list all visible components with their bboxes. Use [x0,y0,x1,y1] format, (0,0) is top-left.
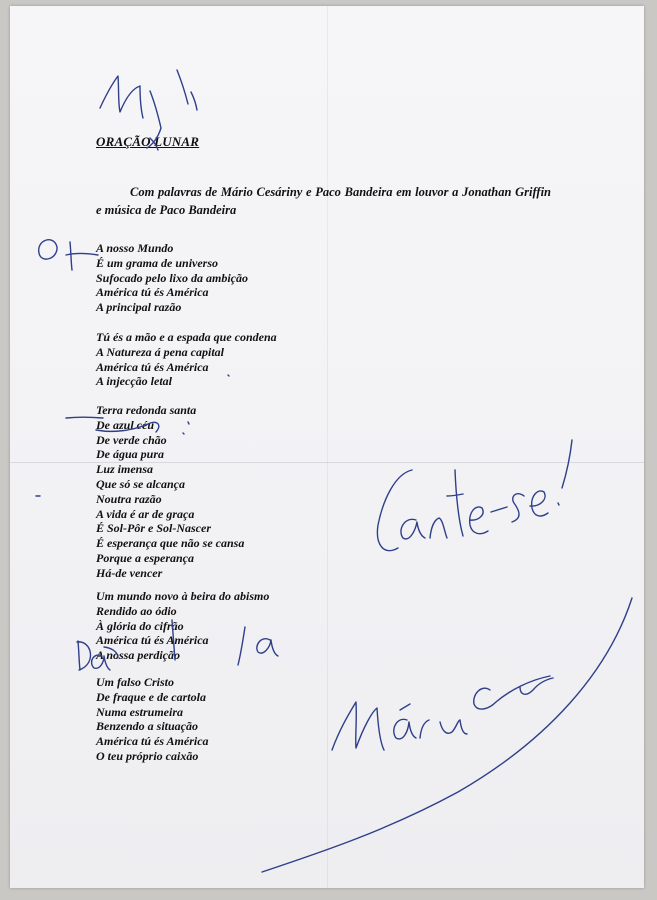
verse-line: A injecção letal [96,374,172,389]
margin-mark-stanza1 [66,242,98,270]
handwritten-cante-se [447,470,463,536]
verse-line: Tú és a mão e a espada que condena [96,330,277,344]
handwritten-cante-se [470,507,488,534]
verse-line: América tú és América [96,285,209,300]
verse-line: De verde chão [96,432,167,447]
poem-subtitle: Com palavras de Mário Cesáriny e Paco Bandeira em louvor a Jonathan Griffin e música de Paco Bandeira [96,185,551,217]
margin-mark-stanza3 [66,417,103,418]
verse-line: Sufocado pelo lixo da ambição [96,270,248,285]
underline-azul-ceu [96,422,159,432]
top-scribble-mark [177,70,197,110]
verse-line: América tú és América [96,359,209,374]
verse-line: De fraque e de cartola [96,689,206,704]
verse-line: América tú és América [96,633,209,648]
ink-dot [183,422,189,434]
verse-line: À glória do cifrão [96,618,184,633]
verse-line: O teu próprio caixão [96,748,199,763]
poem-title: ORAÇÃO LUNAR [96,134,200,149]
signature [520,678,553,694]
handwritten-cante-se [558,440,572,505]
verse-line: É esperança que não se cansa [96,536,245,551]
ink-strokes [36,70,632,872]
verse-line: A nosso Mundo [96,241,174,255]
signature [394,719,416,739]
signature [474,676,550,709]
signature [420,720,429,738]
verse-line: Noutra razão [96,491,162,506]
margin-mark-stanza4 [92,655,110,670]
verse-line: Terra redonda santa [96,403,197,417]
inline-insertion [257,639,278,656]
handwritten-cante-se [491,507,507,512]
verse-line: Rendido ao ódio [96,603,177,618]
handwritten-cante-se [401,519,425,539]
signature-flourish [262,598,632,872]
verse-line: De água pura [96,447,165,462]
top-scribble-mark [147,91,161,148]
verse-line: A vida é ar de graça [96,506,195,521]
signature [332,702,384,750]
margin-mark-stanza4 [104,647,118,658]
signature [400,704,410,710]
verse-line: América tú és América [96,734,209,749]
verse-line: Que só se alcança [96,476,185,491]
inline-insertion [238,627,245,665]
handwritten-cante-se [530,491,548,516]
verse-line: A nossa perdição [96,648,181,663]
verse-line: É Sol-Pôr e Sol-Nascer [96,521,211,536]
ink-dot [228,375,229,376]
margin-mark-stanza4 [77,641,91,670]
handwritten-cante-se [512,494,524,522]
signature [440,720,467,734]
verse-line: A Natureza á pena capital [96,344,225,359]
handwritten-cante-se [430,518,447,538]
verse-line: Numa estrumeira [96,704,184,719]
verse-line: A principal razão [96,300,182,315]
top-scribble-mark [100,76,143,118]
verse-line: Benzendo a situação [96,719,199,734]
verse-line: Porque a esperança [96,550,194,565]
inline-mark [172,620,175,660]
verse-line: De azul céu [96,417,154,432]
verse-line: É um grama de universo [96,255,219,270]
margin-mark-stanza1 [39,240,57,259]
verse-line: Um mundo novo à beira do abismo [96,589,270,603]
verse-line: Um falso Cristo [96,675,175,689]
verse-line: Há-de vencer [96,565,163,580]
verse-line: Luz imensa [96,462,154,477]
